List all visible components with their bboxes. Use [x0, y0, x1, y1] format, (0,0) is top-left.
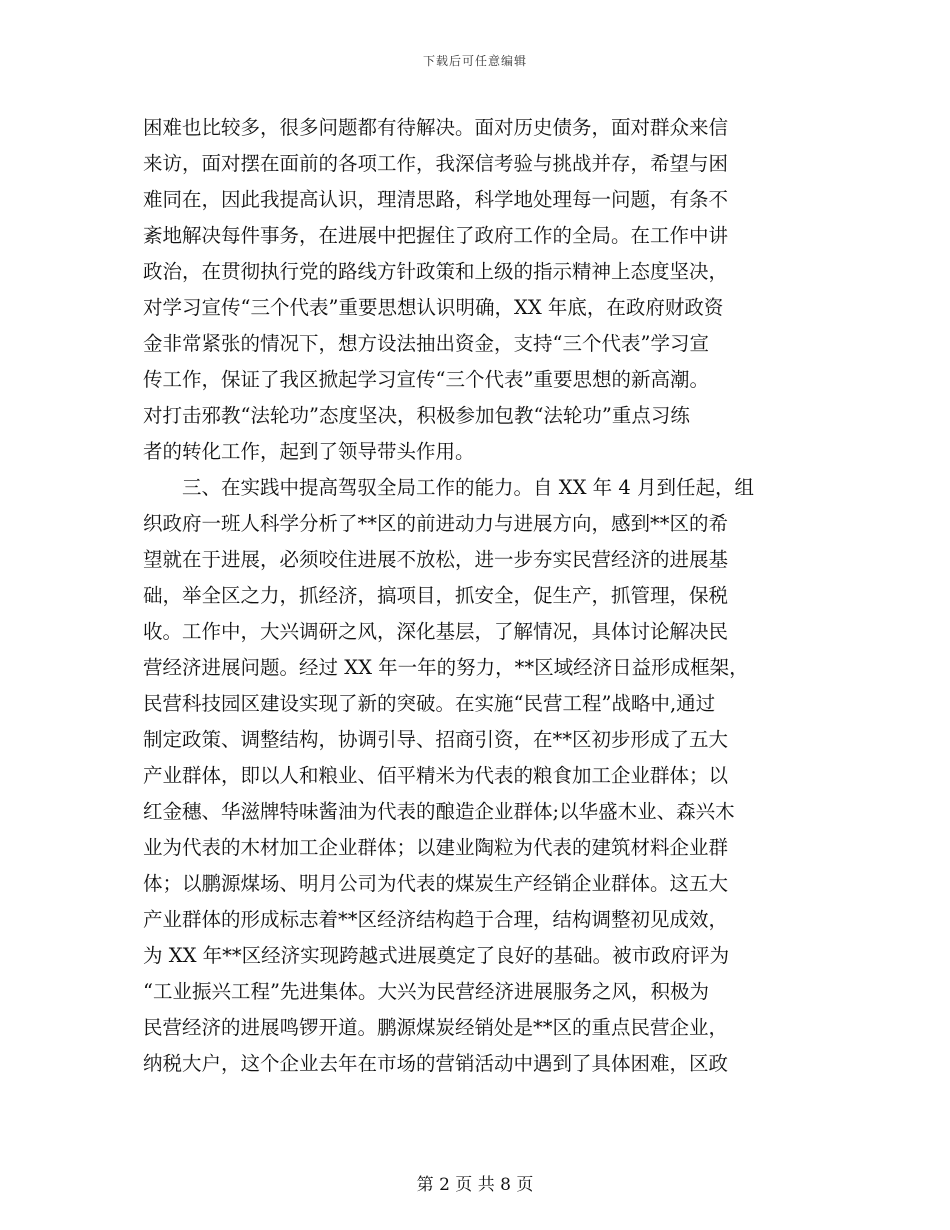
- text-line: 产业群体，即以人和粮业、佰平精米为代表的粮食加工企业群体；以: [143, 764, 729, 787]
- text-line: 对学习宣传“三个代表”重要思想认识明确，XX 年底，在政府财政资: [143, 296, 724, 319]
- text-line: 红金穗、华滋牌特味酱油为代表的酿造企业群体;以华盛木业、森兴木: [143, 800, 735, 823]
- page-header: 下载后可任意编辑: [422, 54, 527, 68]
- text-line: 收。工作中，大兴调研之风，深化基层，了解情况，具体讨论解决民: [143, 620, 729, 643]
- page-number: 第 2 页 共 8 页: [416, 1175, 534, 1195]
- text-line: 业为代表的木材加工企业群体；以建业陶粒为代表的建筑材料企业群: [143, 836, 729, 859]
- text-line: 础，举全区之力，抓经济，搞项目，抓安全，促生产，抓管理，保税: [143, 584, 729, 607]
- document-body: [143, 110, 823, 1082]
- text-line: “工业振兴工程”先进集体。大兴为民营经济进展服务之风，积极为: [143, 980, 709, 1003]
- text-line: 织政府一班人科学分析了**区的前进动力与进展方向，感到**区的希: [143, 512, 729, 535]
- text-line: 望就在于进展，必须咬住进展不放松，进一步夯实民营经济的进展基: [143, 548, 729, 571]
- text-line: 困难也比较多，很多问题都有待解决。面对历史债务，面对群众来信: [143, 116, 729, 139]
- text-line: 难同在，因此我提高认识，理清思路，科学地处理每一问题，有条不: [143, 188, 729, 211]
- text-line: 纳税大户，这个企业去年在市场的营销活动中遇到了具体困难，区政: [143, 1052, 729, 1075]
- text-line: 来访，面对摆在面前的各项工作，我深信考验与挑战并存，希望与困: [143, 152, 729, 175]
- text-line: 民营科技园区建设实现了新的突破。在实施“民营工程”战略中,通过: [143, 692, 716, 715]
- text-line: 传工作，保证了我区掀起学习宣传“三个代表”重要思想的新高潮。: [143, 368, 709, 391]
- text-line: 制定政策、调整结构，协调引导、招商引资，在**区初步形成了五大: [143, 728, 729, 751]
- text-line: 为 XX 年**区经济实现跨越式进展奠定了良好的基础。被市政府评为: [143, 944, 730, 967]
- text-line: 民营经济的进展鸣锣开道。鹏源煤炭经销处是**区的重点民营企业，: [143, 1016, 729, 1039]
- text-line: 三、在实践中提高驾驭全局工作的能力。自 XX 年 4 月到任起，组: [143, 476, 754, 499]
- text-line: 体；以鹏源煤场、明月公司为代表的煤炭生产经销企业群体。这五大: [143, 872, 729, 895]
- text-line: 营经济进展问题。经过 XX 年一年的努力，**区域经济日益形成框架，: [143, 656, 749, 679]
- text-line: 紊地解决每件事务，在进展中把握住了政府工作的全局。在工作中讲: [143, 224, 729, 247]
- text-line: 金非常紧张的情况下，想方设法抽出资金，支持“三个代表”学习宣: [143, 332, 709, 355]
- text-line: 政治，在贯彻执行党的路线方针政策和上级的指示精神上态度坚决，: [143, 260, 729, 283]
- text-line: 产业群体的形成标志着**区经济结构趋于合理，结构调整初见成效，: [143, 908, 729, 931]
- text-line: 对打击邪教“法轮功”态度坚决，积极参加包教“法轮功”重点习练: [143, 404, 690, 427]
- text-line: 者的转化工作，起到了领导带头作用。: [143, 440, 475, 463]
